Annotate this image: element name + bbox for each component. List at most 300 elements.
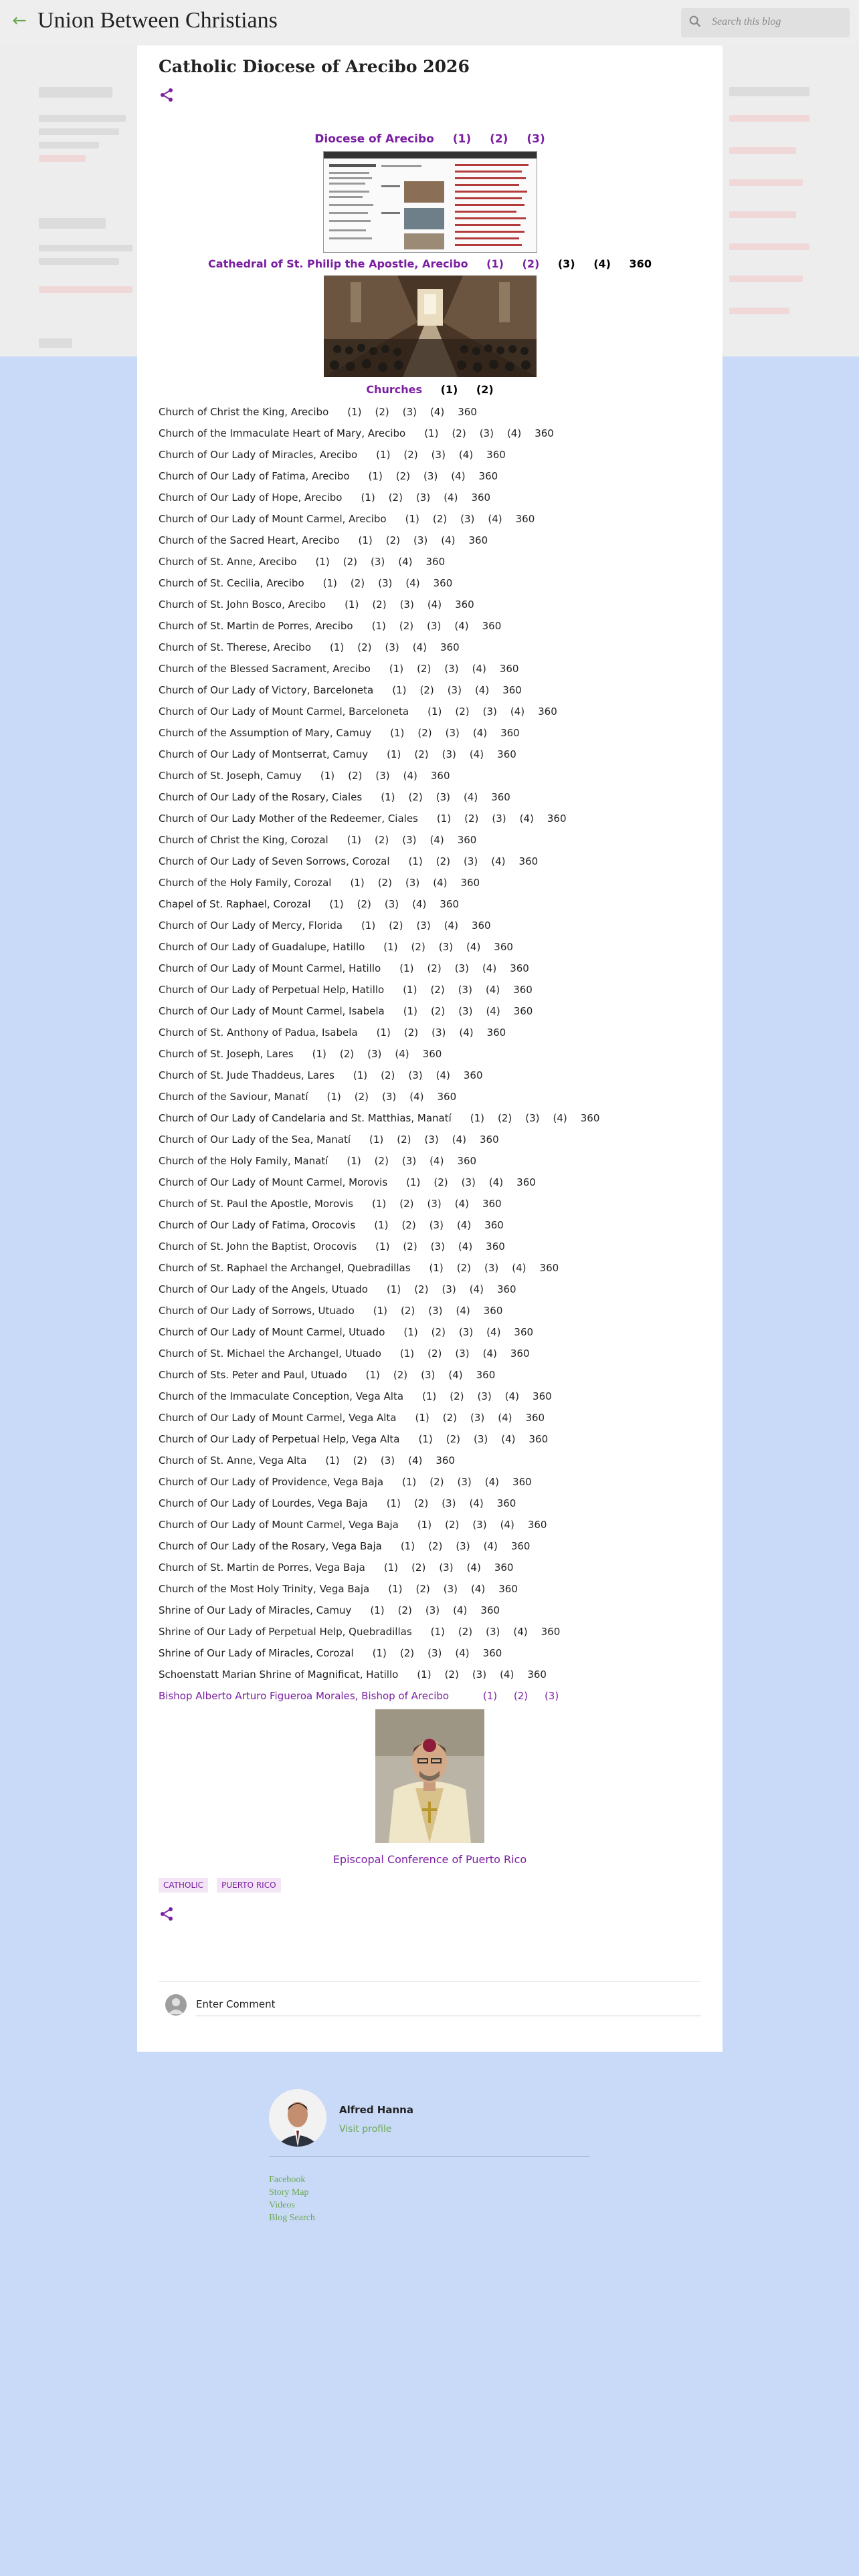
church-ref-link[interactable]: (2) (430, 1476, 444, 1488)
church-ref-link[interactable]: (1) (376, 1027, 391, 1039)
churches-heading[interactable]: Churches (366, 383, 422, 396)
church-ref-link[interactable]: (4) (501, 1433, 516, 1445)
church-ref-link[interactable]: (3) (458, 984, 472, 996)
church-360-link[interactable]: 360 (500, 727, 520, 739)
videos-link[interactable]: Videos (269, 2200, 295, 2210)
church-ref-link[interactable]: (3) (413, 534, 428, 546)
church-360-link[interactable]: 360 (525, 1412, 545, 1424)
church-ref-link[interactable]: (1) (312, 1048, 326, 1060)
church-ref-link[interactable]: (4) (405, 577, 420, 589)
church-ref-link[interactable]: (4) (444, 920, 458, 932)
church-ref-link[interactable]: (4) (553, 1112, 567, 1124)
church-ref-link[interactable]: (3) (445, 727, 460, 739)
church-ref-link[interactable]: (2) (403, 449, 418, 461)
church-ref-link[interactable]: (2) (414, 1283, 429, 1295)
church-ref-link[interactable]: (4) (486, 1005, 500, 1017)
church-ref-link[interactable]: (3) (421, 1369, 436, 1381)
church-ref-link[interactable]: (3) (472, 1669, 487, 1681)
church-ref-link[interactable]: (3) (492, 813, 506, 825)
church-ref-link[interactable]: (3) (402, 834, 417, 846)
church-ref-link[interactable]: (1) (403, 984, 417, 996)
church-360-link[interactable]: 360 (538, 706, 557, 718)
church-ref-link[interactable]: (4) (451, 470, 466, 482)
church-ref-link[interactable]: (1) (345, 599, 359, 611)
church-360-link[interactable]: 360 (437, 1091, 457, 1103)
church-ref-link[interactable]: (4) (454, 1198, 469, 1210)
church-ref-link[interactable]: (1) (358, 534, 373, 546)
church-ref-link[interactable]: (2) (450, 1390, 464, 1402)
church-ref-link[interactable]: (4) (472, 663, 486, 675)
church-360-link[interactable]: 360 (480, 1604, 500, 1616)
church-ref-link[interactable]: (1) (383, 941, 398, 953)
bishop-photo[interactable] (375, 1709, 484, 1843)
church-ref-link[interactable]: (3) (429, 1219, 444, 1231)
church-ref-link[interactable]: (3) (464, 855, 478, 867)
church-ref-link[interactable]: (2) (455, 706, 470, 718)
church-ref-link[interactable]: (3) (427, 1647, 442, 1659)
church-ref-link[interactable]: (2) (357, 641, 372, 653)
church-ref-link[interactable]: (2) (417, 663, 432, 675)
church-ref-link[interactable]: (1) (408, 855, 423, 867)
church-ref-link[interactable]: (4) (500, 1669, 514, 1681)
church-ref-link[interactable]: (1) (405, 513, 419, 525)
church-ref-link[interactable]: (2) (419, 684, 434, 696)
church-ref-link[interactable]: (1) (315, 556, 330, 568)
church-ref-link[interactable]: (4) (433, 877, 448, 889)
church-360-link[interactable]: 360 (483, 1305, 503, 1317)
church-ref-link[interactable]: (2) (397, 1604, 412, 1616)
church-ref-link[interactable]: (1) (406, 1176, 421, 1188)
church-ref-link[interactable]: (1) (347, 834, 361, 846)
church-ref-link[interactable]: (1) (386, 1497, 401, 1509)
church-360-link[interactable]: 360 (533, 1390, 552, 1402)
church-360-link[interactable]: 360 (433, 577, 453, 589)
church-ref-link[interactable]: (3) (424, 1134, 439, 1146)
share-icon[interactable] (159, 1906, 175, 1922)
church-ref-link[interactable]: (4) (469, 1497, 484, 1509)
church-ref-link[interactable]: (2) (401, 1219, 416, 1231)
church-360-link[interactable]: 360 (440, 898, 459, 910)
church-ref-link[interactable]: (4) (504, 1390, 520, 1402)
church-ref-link[interactable]: (1) (376, 449, 391, 461)
church-ref-link[interactable]: (4) (444, 492, 458, 504)
church-ref-link[interactable]: (3) (447, 684, 462, 696)
church-ref-link[interactable]: (3) (456, 1540, 470, 1552)
cathedral-ref-link[interactable]: (1) (486, 257, 504, 270)
church-ref-link[interactable]: (3) (473, 1433, 488, 1445)
church-ref-link[interactable]: (1) (320, 770, 335, 782)
church-360-link[interactable]: 360 (494, 1562, 514, 1574)
church-360-link[interactable]: 360 (440, 641, 460, 653)
church-ref-link[interactable]: (4) (430, 406, 445, 418)
church-ref-link[interactable]: (3) (482, 706, 497, 718)
church-ref-link[interactable]: (1) (403, 1005, 417, 1017)
church-ref-link[interactable]: (4) (472, 727, 488, 739)
church-ref-link[interactable]: (2) (403, 1241, 417, 1253)
church-ref-link[interactable]: (3) (384, 898, 399, 910)
church-360-link[interactable]: 360 (510, 962, 529, 974)
blog-search-link[interactable]: Blog Search (269, 2213, 315, 2223)
church-ref-link[interactable]: (2) (456, 1262, 472, 1274)
church-360-link[interactable]: 360 (457, 834, 477, 846)
church-ref-link[interactable]: (2) (343, 556, 357, 568)
church-ref-link[interactable]: (4) (408, 1455, 423, 1467)
church-360-link[interactable]: 360 (468, 534, 488, 546)
church-ref-link[interactable]: (2) (374, 1155, 389, 1167)
church-ref-link[interactable]: (2) (442, 1412, 457, 1424)
church-ref-link[interactable]: (3) (427, 1198, 442, 1210)
church-360-link[interactable]: 360 (425, 556, 446, 568)
church-ref-link[interactable]: (1) (369, 1134, 384, 1146)
church-ref-link[interactable]: (4) (430, 1155, 444, 1167)
church-ref-link[interactable]: (2) (436, 855, 451, 867)
church-ref-link[interactable]: (4) (488, 513, 502, 525)
label-catholic[interactable]: CATHOLIC (159, 1878, 208, 1893)
church-ref-link[interactable]: (3) (415, 492, 431, 504)
church-ref-link[interactable]: (2) (446, 1433, 460, 1445)
church-360-link[interactable]: 360 (514, 1326, 534, 1338)
church-360-link[interactable]: 360 (430, 770, 450, 782)
search-box[interactable] (681, 8, 850, 37)
church-360-link[interactable]: 360 (457, 1155, 477, 1167)
church-ref-link[interactable]: (1) (322, 577, 337, 589)
church-ref-link[interactable]: (1) (470, 1112, 485, 1124)
church-ref-link[interactable]: (2) (428, 1540, 443, 1552)
church-ref-link[interactable]: (1) (415, 1412, 430, 1424)
church-ref-link[interactable]: (2) (445, 1519, 460, 1531)
church-ref-link[interactable]: (2) (432, 513, 448, 525)
church-ref-link[interactable]: (2) (339, 1048, 355, 1060)
church-ref-link[interactable]: (1) (374, 1219, 389, 1231)
church-ref-link[interactable]: (3) (442, 748, 456, 760)
church-ref-link[interactable]: (2) (388, 492, 403, 504)
church-ref-link[interactable]: (2) (399, 1198, 414, 1210)
church-ref-link[interactable]: (2) (353, 1455, 367, 1467)
church-ref-link[interactable]: (4) (500, 1519, 514, 1531)
church-360-link[interactable]: 360 (513, 1005, 533, 1017)
church-360-link[interactable]: 360 (436, 1455, 456, 1467)
church-360-link[interactable]: 360 (513, 984, 533, 996)
church-ref-link[interactable]: (3) (439, 1562, 454, 1574)
church-360-link[interactable]: 360 (539, 1262, 559, 1274)
church-ref-link[interactable]: (2) (498, 1112, 512, 1124)
church-360-link[interactable]: 360 (512, 1476, 532, 1488)
church-ref-link[interactable]: (1) (387, 748, 401, 760)
church-360-link[interactable]: 360 (502, 684, 522, 696)
church-ref-link[interactable]: (1) (417, 1519, 432, 1531)
church-ref-link[interactable]: (1) (326, 1091, 341, 1103)
church-ref-link[interactable]: (1) (389, 663, 404, 675)
church-ref-link[interactable]: (1) (388, 1583, 403, 1595)
church-360-link[interactable]: 360 (494, 941, 513, 953)
church-ref-link[interactable]: (3) (454, 962, 469, 974)
church-360-link[interactable]: 360 (498, 1583, 518, 1595)
church-360-link[interactable]: 360 (510, 1348, 530, 1360)
church-ref-link[interactable]: (4) (455, 1647, 470, 1659)
church-ref-link[interactable]: (3) (455, 1348, 470, 1360)
diocese-ref-link[interactable]: (2) (490, 132, 508, 146)
church-ref-link[interactable]: (1) (350, 877, 365, 889)
church-360-link[interactable]: 360 (471, 492, 491, 504)
church-ref-link[interactable]: (3) (431, 449, 446, 461)
church-ref-link[interactable]: (2) (452, 427, 466, 439)
church-ref-link[interactable]: (1) (371, 1198, 387, 1210)
bishop-ref-link[interactable]: (1) (482, 1690, 498, 1702)
church-ref-link[interactable]: (1) (400, 1540, 415, 1552)
church-ref-link[interactable]: (2) (427, 1348, 442, 1360)
comment-input[interactable]: Enter Comment (196, 1998, 276, 2010)
church-ref-link[interactable]: (3) (430, 1241, 445, 1253)
church-ref-link[interactable]: (4) (482, 1348, 497, 1360)
church-360-link[interactable]: 360 (484, 1219, 504, 1231)
church-ref-link[interactable]: (3) (443, 1583, 458, 1595)
church-ref-link[interactable]: (4) (491, 855, 506, 867)
church-ref-link[interactable]: (4) (412, 641, 427, 653)
church-ref-link[interactable]: (2) (415, 1583, 430, 1595)
church-ref-link[interactable]: (3) (367, 1048, 382, 1060)
church-ref-link[interactable]: (2) (399, 620, 414, 632)
church-ref-link[interactable]: (2) (381, 1069, 395, 1081)
church-ref-link[interactable]: (2) (372, 599, 387, 611)
church-ref-link[interactable]: (1) (399, 1348, 415, 1360)
church-ref-link[interactable]: (3) (408, 1069, 423, 1081)
church-ref-link[interactable]: (1) (402, 1476, 417, 1488)
church-ref-link[interactable]: (4) (474, 684, 490, 696)
church-ref-link[interactable]: (2) (350, 577, 365, 589)
church-ref-link[interactable]: (1) (330, 641, 345, 653)
church-360-link[interactable]: 360 (515, 513, 535, 525)
church-ref-link[interactable]: (3) (385, 641, 399, 653)
church-ref-link[interactable]: (1) (422, 1390, 437, 1402)
blog-title[interactable]: Union Between Christians (37, 8, 278, 33)
church-ref-link[interactable]: (4) (469, 748, 484, 760)
church-ref-link[interactable]: (1) (436, 813, 452, 825)
church-ref-link[interactable]: (3) (461, 1176, 476, 1188)
church-ref-link[interactable]: (4) (512, 1262, 527, 1274)
church-ref-link[interactable]: (3) (472, 1519, 487, 1531)
church-ref-link[interactable]: (3) (484, 1262, 499, 1274)
church-360-link[interactable]: 360 (476, 1369, 496, 1381)
church-ref-link[interactable]: (3) (402, 406, 417, 418)
comment-box[interactable] (159, 1992, 701, 2018)
church-ref-link[interactable]: (4) (441, 534, 456, 546)
church-ref-link[interactable]: (1) (347, 1155, 361, 1167)
diocese-website-image[interactable] (323, 151, 537, 253)
church-ref-link[interactable]: (1) (386, 1283, 401, 1295)
church-ref-link[interactable]: (3) (525, 1112, 540, 1124)
church-360-link[interactable]: 360 (482, 1198, 502, 1210)
church-ref-link[interactable]: (3) (380, 1455, 395, 1467)
church-ref-link[interactable]: (4) (403, 770, 417, 782)
diocese-link[interactable]: Diocese of Arecibo (314, 132, 434, 146)
church-ref-link[interactable]: (4) (488, 1176, 504, 1188)
church-ref-link[interactable]: (3) (458, 1326, 474, 1338)
church-ref-link[interactable]: (2) (374, 834, 389, 846)
church-ref-link[interactable]: (1) (353, 1069, 368, 1081)
church-ref-link[interactable]: (3) (371, 556, 385, 568)
church-360-link[interactable]: 360 (516, 1176, 536, 1188)
church-ref-link[interactable]: (1) (370, 1604, 385, 1616)
church-ref-link[interactable]: (3) (457, 1476, 472, 1488)
church-360-link[interactable]: 360 (422, 1048, 442, 1060)
church-ref-link[interactable]: (3) (442, 1283, 456, 1295)
church-ref-link[interactable]: (2) (414, 748, 429, 760)
church-ref-link[interactable]: (1) (375, 1241, 390, 1253)
church-360-link[interactable]: 360 (463, 1069, 483, 1081)
church-ref-link[interactable]: (1) (381, 791, 395, 803)
church-360-link[interactable]: 360 (471, 920, 491, 932)
bishop-ref-link[interactable]: (2) (513, 1690, 529, 1702)
church-360-link[interactable]: 360 (486, 1241, 505, 1253)
church-ref-link[interactable]: (3) (401, 1155, 417, 1167)
church-ref-link[interactable]: (4) (456, 1219, 472, 1231)
church-ref-link[interactable]: (4) (456, 1305, 470, 1317)
church-ref-link[interactable]: (3) (486, 1626, 500, 1638)
church-ref-link[interactable]: (3) (460, 513, 475, 525)
church-ref-link[interactable]: (4) (452, 1134, 467, 1146)
church-ref-link[interactable]: (1) (329, 898, 344, 910)
church-ref-link[interactable]: (4) (454, 620, 469, 632)
church-360-link[interactable]: 360 (497, 748, 516, 760)
church-ref-link[interactable]: (2) (417, 727, 432, 739)
church-ref-link[interactable]: (1) (392, 684, 407, 696)
church-ref-link[interactable]: (4) (395, 1048, 409, 1060)
church-ref-link[interactable]: (3) (378, 577, 393, 589)
church-ref-link[interactable]: (3) (399, 599, 414, 611)
church-ref-link[interactable]: (3) (381, 1091, 397, 1103)
cathedral-link[interactable]: Cathedral of St. Philip the Apostle, Arecibo (208, 257, 468, 270)
church-ref-link[interactable]: (3) (444, 663, 459, 675)
church-ref-link[interactable]: (4) (484, 1476, 500, 1488)
church-ref-link[interactable]: (2) (348, 770, 363, 782)
church-360-link[interactable]: 360 (491, 791, 510, 803)
label-puerto-rico[interactable]: PUERTO RICO (217, 1878, 280, 1893)
church-360-link[interactable]: 360 (458, 406, 477, 418)
church-ref-link[interactable]: (1) (383, 1562, 399, 1574)
church-360-link[interactable]: 360 (482, 1647, 502, 1659)
church-ref-link[interactable]: (4) (409, 1091, 424, 1103)
church-ref-link[interactable]: (4) (412, 898, 427, 910)
church-360-link[interactable]: 360 (496, 1497, 516, 1509)
church-ref-link[interactable]: (1) (403, 1326, 418, 1338)
church-ref-link[interactable]: (3) (427, 620, 442, 632)
church-ref-link[interactable]: (2) (434, 1176, 448, 1188)
search-icon[interactable] (688, 14, 702, 29)
church-ref-link[interactable]: (4) (430, 834, 444, 846)
visit-profile-link[interactable]: Visit profile (339, 2124, 392, 2135)
conference-link[interactable]: Episcopal Conference of Puerto Rico (332, 1853, 527, 1866)
church-ref-link[interactable]: (2) (377, 877, 392, 889)
church-ref-link[interactable]: (3) (425, 1604, 440, 1616)
church-ref-link[interactable]: (2) (458, 1626, 473, 1638)
church-ref-link[interactable]: (3) (470, 1412, 485, 1424)
church-360-link[interactable]: 360 (527, 1669, 547, 1681)
church-ref-link[interactable]: (1) (418, 1433, 433, 1445)
church-ref-link[interactable]: (1) (399, 962, 414, 974)
church-ref-link[interactable]: (3) (438, 941, 454, 953)
church-ref-link[interactable]: (2) (427, 962, 442, 974)
share-icon[interactable] (159, 87, 175, 103)
church-ref-link[interactable]: (2) (431, 1326, 446, 1338)
church-ref-link[interactable]: (3) (432, 1027, 446, 1039)
church-ref-link[interactable]: (4) (458, 449, 474, 461)
profile-avatar[interactable] (269, 2089, 326, 2147)
church-ref-link[interactable]: (4) (498, 1412, 512, 1424)
church-360-link[interactable]: 360 (482, 620, 502, 632)
church-ref-link[interactable]: (2) (375, 406, 389, 418)
church-ref-link[interactable]: (1) (347, 406, 362, 418)
church-ref-link[interactable]: (3) (428, 1305, 443, 1317)
church-360-link[interactable]: 360 (499, 663, 519, 675)
church-360-link[interactable]: 360 (510, 1540, 531, 1552)
church-ref-link[interactable]: (1) (371, 620, 386, 632)
cathedral-ref-link[interactable]: (2) (522, 257, 540, 270)
church-ref-link[interactable]: (2) (357, 898, 371, 910)
church-ref-link[interactable]: (2) (430, 984, 445, 996)
church-ref-link[interactable]: (1) (361, 492, 375, 504)
church-ref-link[interactable]: (1) (424, 427, 439, 439)
church-ref-link[interactable]: (1) (373, 1305, 388, 1317)
church-ref-link[interactable]: (1) (325, 1455, 340, 1467)
church-ref-link[interactable]: (4) (519, 813, 534, 825)
bishop-link[interactable]: Bishop Alberto Arturo Figueroa Morales, Bishop of Arecibo (159, 1690, 450, 1702)
church-ref-link[interactable]: (4) (459, 1027, 474, 1039)
church-ref-link[interactable]: (2) (401, 1305, 415, 1317)
church-ref-link[interactable]: (1) (390, 727, 405, 739)
church-ref-link[interactable]: (4) (510, 706, 525, 718)
church-ref-link[interactable]: (3) (416, 920, 431, 932)
church-ref-link[interactable]: (2) (397, 1134, 411, 1146)
church-ref-link[interactable]: (4) (482, 962, 497, 974)
church-ref-link[interactable]: (2) (403, 1027, 419, 1039)
church-ref-link[interactable]: (4) (483, 1540, 498, 1552)
church-ref-link[interactable]: (1) (417, 1669, 432, 1681)
church-ref-link[interactable]: (1) (430, 1626, 445, 1638)
church-360-link[interactable]: 360 (486, 449, 506, 461)
church-360-link[interactable]: 360 (480, 1134, 499, 1146)
church-ref-link[interactable]: (2) (444, 1669, 459, 1681)
church-360-link[interactable]: 360 (518, 855, 539, 867)
church-360-link[interactable]: 360 (541, 1626, 561, 1638)
church-360-link[interactable]: 360 (455, 599, 474, 611)
church-ref-link[interactable]: (1) (365, 1369, 380, 1381)
church-ref-link[interactable]: (3) (442, 1497, 456, 1509)
church-ref-link[interactable]: (4) (469, 1283, 484, 1295)
church-360-link[interactable]: 360 (486, 1027, 506, 1039)
church-360-link[interactable]: 360 (535, 427, 554, 439)
church-360-link[interactable]: 360 (460, 877, 480, 889)
cathedral-image[interactable] (324, 276, 537, 377)
church-ref-link[interactable]: (1) (368, 470, 383, 482)
church-ref-link[interactable]: (1) (372, 1647, 387, 1659)
church-ref-link[interactable]: (1) (361, 920, 376, 932)
church-ref-link[interactable]: (1) (429, 1262, 444, 1274)
church-360-link[interactable]: 360 (547, 813, 567, 825)
church-ref-link[interactable]: (4) (513, 1626, 528, 1638)
church-ref-link[interactable]: (4) (463, 791, 478, 803)
church-ref-link[interactable]: (4) (470, 1583, 486, 1595)
church-ref-link[interactable]: (4) (466, 1562, 481, 1574)
church-360-link[interactable]: 360 (580, 1112, 600, 1124)
church-ref-link[interactable]: (3) (423, 470, 438, 482)
church-ref-link[interactable]: (2) (411, 941, 425, 953)
church-ref-link[interactable]: (2) (464, 813, 479, 825)
church-ref-link[interactable]: (1) (427, 706, 442, 718)
church-ref-link[interactable]: (3) (375, 770, 390, 782)
church-360-link[interactable]: 360 (496, 1283, 516, 1295)
church-ref-link[interactable]: (4) (466, 941, 481, 953)
church-ref-link[interactable]: (2) (393, 1369, 408, 1381)
